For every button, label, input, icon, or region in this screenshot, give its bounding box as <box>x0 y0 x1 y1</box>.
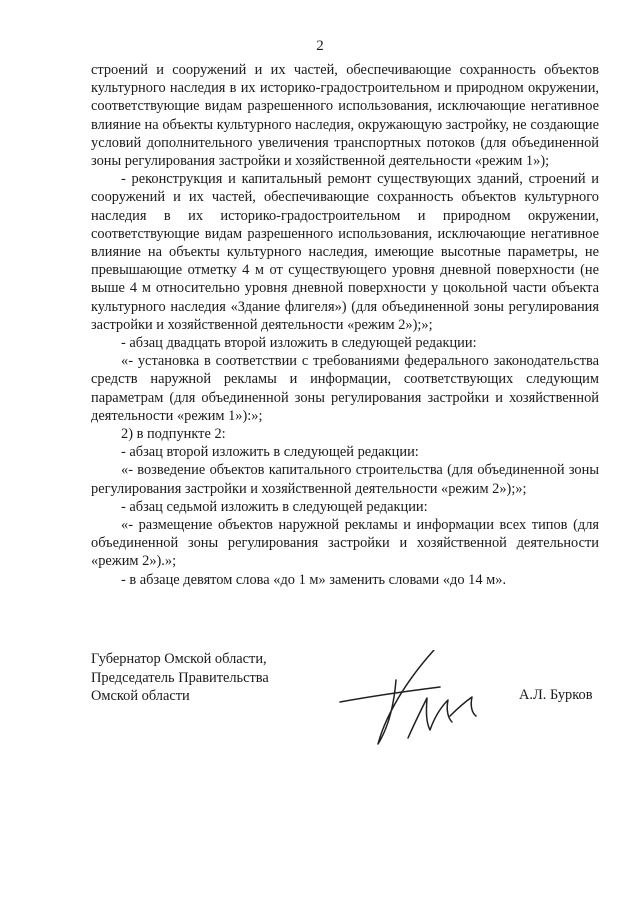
signatory-title <box>91 650 269 706</box>
paragraph: 2) в подпункте 2: <box>121 426 226 443</box>
page-number: 2 <box>316 38 324 54</box>
paragraph: - реконструкция и капитальный ремонт существующих зданий, строений и сооружений и их частей, обеспечивающие сохранность объектов культурного наследия в их историко-градостроительном и природном окружении, соответствующие видам разрешенного использования, исключающие негативное влияние на объекты культурного наследия, имеющие высотные параметры, не превышающие отметку 4 м от существующего уровня дневной поверхности (не выше 4 м относительно уровня дневной поверхности у цокольной части объекта культурного наследия «Здание флигеля») (для объединенной зоны регулирования застройки и хозяйственной деятельности «режим 2»);»; <box>91 171 599 333</box>
handwritten-signature <box>338 650 508 745</box>
signatory-title-line: Губернатор Омской области, <box>91 651 267 667</box>
paragraph: «- размещение объектов наружной рекламы и информации всех типов (для объединенной зоны регулирования застройки и хозяйственной деятельности «режим 2»).»; <box>91 517 599 570</box>
signer-name: А.Л. Бурков <box>519 687 593 703</box>
paragraph: - абзац седьмой изложить в следующей редакции: <box>121 498 428 515</box>
paragraph: - в абзаце девятом слова «до 1 м» заменить словами «до 14 м». <box>121 571 507 588</box>
signatory-title-line: Омской области <box>91 688 190 704</box>
paragraph: - абзац двадцать второй изложить в следующей редакции: <box>121 335 477 352</box>
paragraph: «- возведение объектов капитального строительства (для объединенной зоны регулирования застройки и хозяйственной деятельности «режим 2»);»; <box>91 462 599 497</box>
paragraph: «- установка в соответствии с требованиями федерального законодательства средств наружной рекламы и информации, соответствующих следующим параметрам (для объединенной зоны регулирования застройки и хозяйственной деятельности «режим 1»):»; <box>91 353 599 424</box>
signatory-title-line: Председатель Правительства <box>91 669 269 686</box>
paragraph: строений и сооружений и их частей, обеспечивающие сохранность объектов культурного наследия в их историко-градостроительном и природном окружении, соответствующие видам разрешенного использования, исключающие негативное влияние на объекты культурного наследия, окружающую застройку, не создающие условий дополнительного увеличения транспортных потоков (для объединенной зоны регулирования застройки и хозяйственной деятельности «режим 1»); <box>91 62 599 170</box>
paragraph: - абзац второй изложить в следующей редакции: <box>121 444 419 461</box>
document-body <box>91 61 599 589</box>
